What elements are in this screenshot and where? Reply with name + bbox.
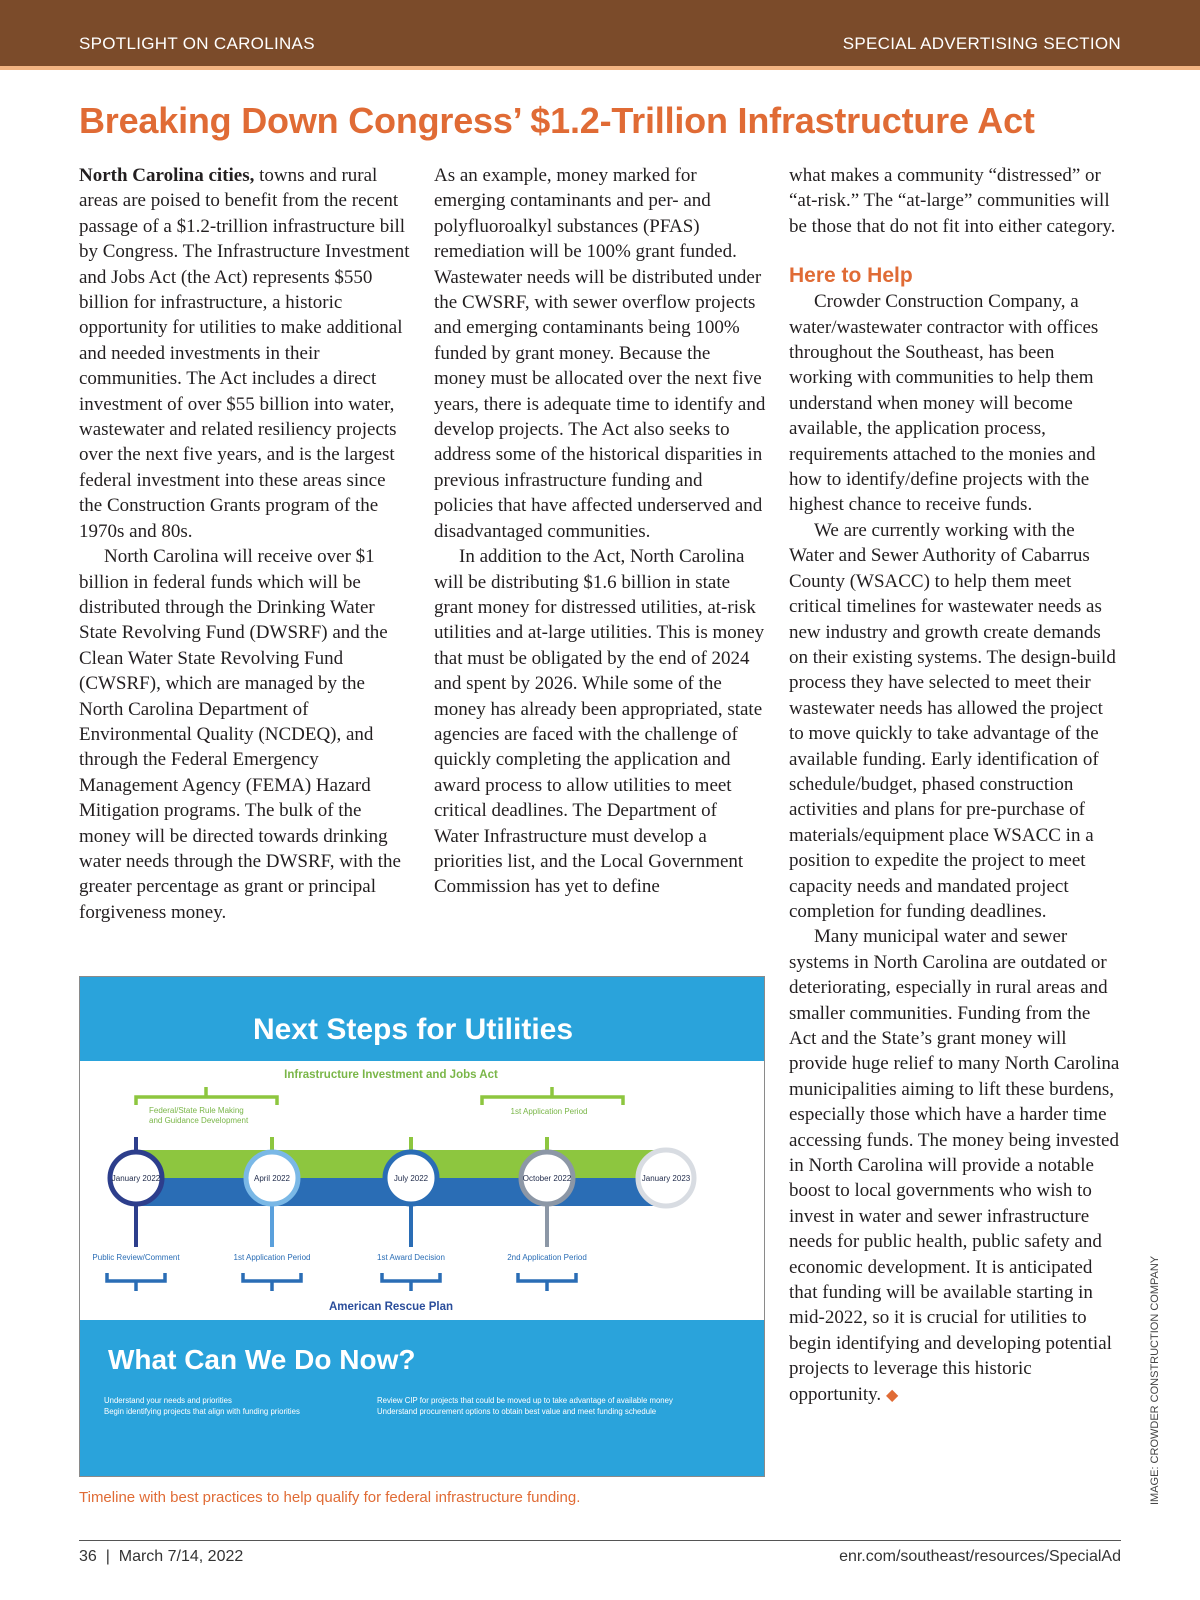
end-mark: ◆: [885, 1386, 899, 1404]
action-left-1: Understand your needs and priorities: [104, 1396, 232, 1405]
header-accent-rule: [0, 66, 1200, 70]
article-title: Breaking Down Congress’ $1.2-Trillion Infrastructure Act: [79, 100, 1035, 141]
infographic-title: Next Steps for Utilities: [252, 1013, 574, 1046]
article-column-2: [434, 163, 766, 900]
article-column-1: [79, 163, 411, 925]
page-folio: 36 | March 7/14, 2022: [79, 1548, 244, 1565]
paragraph-2: North Carolina will receive over $1 billion in federal funds which will be distributed through the Drinking Water State Revolving Fund (DWSRF) and the Clean Water State Revolving Fund (CWSRF), which are managed by the North Carolina Department of Environmental Quality (NCDEQ), and through the Federal Emergency Management Agency (FEMA) Hazard Mitigation programs. The bulk of the money will be directed towards drinking water needs through the DWSRF, with the greater percentage as grant or principal forgiveness money.: [79, 546, 401, 923]
header-bar: [0, 0, 1200, 66]
paragraph-6: Crowder Construction Company, a water/wastewater contractor with offices throughout the Southeast, has been working with communities to help them understand when money will become available, the application process, requirements attached to the monies and how to identify/define projects with the highest chance to receive funds.: [789, 291, 1099, 516]
date-jan-2022: January 2022: [111, 1174, 161, 1183]
bracket-1st-application-top: [482, 1087, 623, 1105]
rule-making-line-1: Federal/State Rule Making: [149, 1106, 244, 1115]
rule-making-line-2: and Guidance Development: [149, 1116, 249, 1125]
date-jul-2022: July 2022: [393, 1174, 429, 1183]
footer-rule: [79, 1540, 1121, 1541]
paragraph-7: We are currently working with the Water and Sewer Authority of Cabarrus County (WSACC) to help them meet critical timelines for wastewater needs as new industry and growth create demands on their existing systems. The design-build process they have selected to meet their wastewater needs has allowed the project to move quickly to take advantage of the available funding. Early identification of schedule/budget, phased construction activities and plans for pre-purchase of materials/equipment place WSACC in a position to expedite the project to meet capacity needs and mandated project completion for funding deadlines.: [789, 519, 1116, 922]
arp-label: American Rescue Plan: [328, 1301, 454, 1313]
subhead: Here to Help: [789, 264, 913, 288]
lead-in: North Carolina cities,: [79, 165, 255, 186]
paragraph-4: In addition to the Act, North Carolina will be distributing $1.6 billion in state grant money for distressed utilities, at-risk utilities and at-large utilities. This is money that must be obligated by the end of 2024 and spent by 2026. While some of the money has already been appropriated, state agencies are faced with the challenge of quickly completing the application and award process to allow utilities to meet critical deadlines. The Department of Water Infrastructure must develop a priorities list, and the Local Government Commission has yet to define: [434, 546, 765, 898]
action-left-2: Begin identifying projects that align with funding priorities: [104, 1407, 300, 1416]
paragraph-5: what makes a community “distressed” or “at-risk.” The “at-large” communities will be those that do not fit into either category.: [789, 165, 1116, 237]
advertising-label: SPECIAL ADVERTISING SECTION: [842, 34, 1121, 53]
article-column-3: [789, 163, 1121, 1408]
label-1st-award: 1st Award Decision: [377, 1253, 445, 1262]
paragraph-1: North Carolina cities, towns and rural areas are poised to benefit from the recent passage of a $1.2-trillion infrastructure bill by Congress. The Infrastructure Investment and Jobs Act (the Act) represents $550 billion for infrastructure, a historic opportunity for utilities to make additional and needed investments in their communities. The Act includes a direct investment of over $55 billion into water, wastewater and related resiliency projects over the next five years, and is the largest federal investment into these areas since the Construction Grants program of the 1970s and 80s.: [79, 165, 410, 542]
footer-url[interactable]: enr.com/southeast/resources/SpecialAd: [839, 1548, 1121, 1565]
date-jan-2023: January 2023: [641, 1174, 691, 1183]
section-label: SPOTLIGHT ON CAROLINAS: [79, 34, 315, 53]
bottom-brackets: [107, 1273, 576, 1291]
label-1st-application: 1st Application Period: [233, 1253, 311, 1262]
date-oct-2022: October 2022: [522, 1174, 572, 1183]
label-2nd-application: 2nd Application Period: [507, 1253, 587, 1262]
iija-label: Infrastructure Investment and Jobs Act: [284, 1069, 498, 1081]
action-right-1: Review CIP for projects that could be moved up to take advantage of available money: [377, 1396, 673, 1405]
date-apr-2022: April 2022: [253, 1174, 291, 1183]
paragraph-3: As an example, money marked for emerging contaminants and per- and polyfluoroalkyl substances (PFAS) remediation will be 100% grant funded. Wastewater needs will be distributed under the CWSRF, with sewer overflow projects and emerging contaminants being 100% funded by grant money. Because the money must be allocated over the next five years, there is adequate time to identify and develop projects. The Act also seeks to address some of the historical disparities in previous infrastructure funding and policies that have affected underserved and disadvantaged communities.: [434, 165, 766, 542]
action-right-2: Understand procurement options to obtain best value and meet funding schedule: [377, 1407, 657, 1416]
action-title: What Can We Do Now?: [108, 1344, 416, 1375]
timeline-infographic: [79, 976, 765, 1477]
figure-caption: Timeline with best practices to help qualify for federal infrastructure funding.: [79, 1489, 581, 1506]
label-public-review: Public Review/Comment: [92, 1253, 180, 1262]
bracket-rule-making: [136, 1087, 277, 1105]
top-application-label: 1st Application Period: [510, 1107, 588, 1116]
paragraph-8: Many municipal water and sewer systems in North Carolina are outdated or deteriorating, especially in rural areas and smaller communities. Funding from the Act and the State’s grant money will provide huge relief to many North Carolina municipalities aiming to lift these burdens, especially those which have a harder time accessing funds. The money being invested in North Carolina will provide a notable boost to local governments who wish to invest in water and sewer infrastructure needs for public health, public safety and economic development. It is anticipated that funding will be available starting in mid-2022, so it is crucial for utilities to begin identifying and developing potential projects to leverage this historic opportunity. ◆: [789, 926, 1120, 1405]
